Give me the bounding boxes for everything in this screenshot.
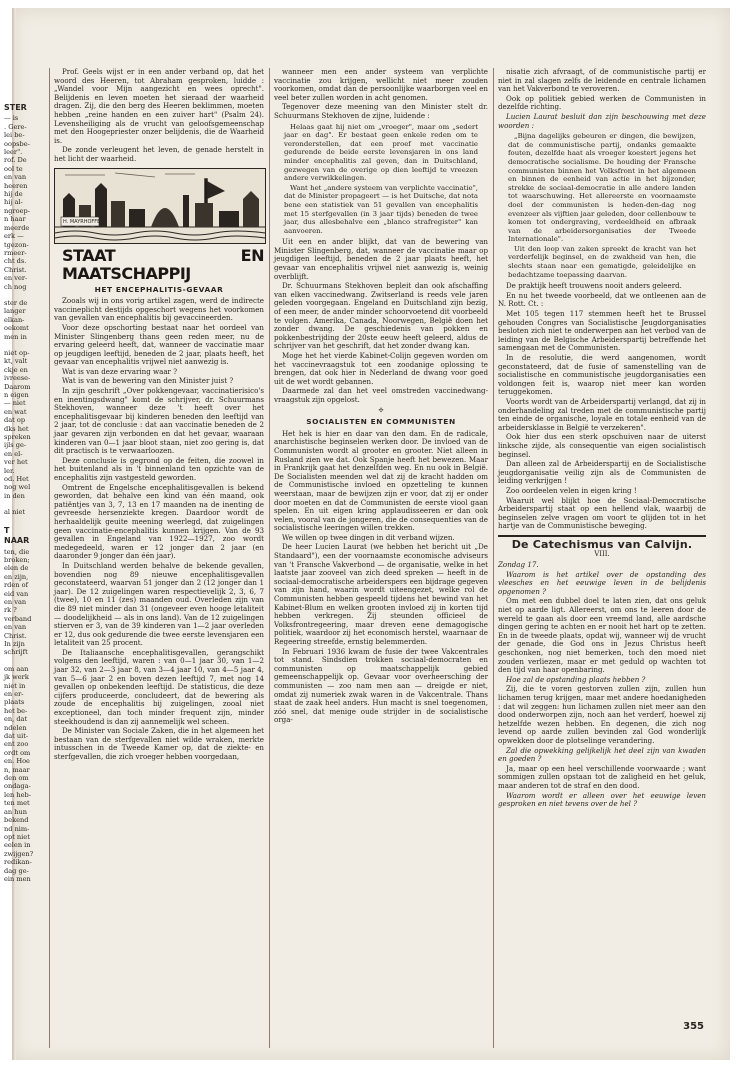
paragraph: Uit een en ander blijkt, dat van de bewering van Minister Slingenberg, dat, wanneer de vaccinatie maar op jeugdigen leeftijd, beneden de 2 jaar plaats heeft, het gevaar van encephalitis vrijwel niet aanwezig is, weinig overblijft.: [274, 237, 488, 281]
fragment-heading: STER: [4, 103, 27, 112]
paragraph: wanneer men een ander systeem van verplichte vaccinatie zou krijgen, wellicht niet meer zouden voorkomen, omdat dan de persoonlijke waarborgen veel en veel beter zullen worden in acht genomen.: [274, 67, 488, 102]
paragraph: De Minister van Sociale Zaken, die in het algemeen het bestaan van de sterfgevallen niet wilde wraken, merkte intusschen in de Tweede Kamer op, dat de ziekte- en sterfgevallen, die zich vroeger hebben voorgedaan,: [54, 726, 264, 761]
catechism-answer: Zij, die te voren gestorven zullen zijn, zullen hun lichamen terug krijgen, maar met andere hoedanigheden : dat wil zeggen: hun lichamen zullen niet meer aan den dood onderworpen zijn, noch aan het verderf, hoewel zij hetzelfde wezen hebben. En degenen, die zich nog levend op aarde zullen bevinden zal God wonderlijk opwekken door de plotselinge verandering.: [498, 684, 706, 745]
article-subtitle: HET ENCEPHALITIS-GEVAAR: [94, 284, 224, 294]
fragment-line: ndelen: [4, 723, 27, 732]
column-divider: [269, 68, 270, 1048]
fragment-line: ondaga-: [4, 782, 31, 791]
fragment-line: — is: [4, 114, 19, 123]
catechism-question: Zal die opwekking gelijkelijk het deel zijn van kwaden en goeden ?: [498, 745, 706, 764]
column-2: [274, 68, 488, 726]
catechism-answer: Om met een dubbel doel te laten zien, dat ons geluk niet op aarde ligt. Allereerst, om ons te leeren door de wereld te gaan als door een vreemd land, alle aardsche dingen gering te achten en er nooit het hart op te zetten. En in de tweede plaats, opdat wij, wanneer wij de vrucht der genade, die God ons in Jezus Christus heeft geschonken, nog niet bemerken, toch den moed niet zouden verliezen, maar er met geduld op wachten tot den tijd van haar openbaring.: [498, 596, 706, 675]
paragraph: Prof. Geels wijst er in een ander verband op, dat het woord des Heeren, tot Abraham gesproken, luidde : „Wandel voor Mijn aangezicht en wees oprecht". Belijdenis en leven moeten het sieraad der waarheid dragen. Zij, die den berg des Heeren beklimmen, moeten hebben „reine handen en een zuiver hart" (Psalm 24). Levensheiliging als de vrucht van geloofsgemeenschap met den Hoogepriester onzer belijdenis, die de Waarheid is.: [54, 67, 264, 145]
fragment-line: oopsbe-: [4, 139, 30, 148]
fragment-line: niet op-: [4, 348, 30, 357]
fragment-line: ool te: [4, 164, 23, 173]
paragraph: Moge het het vierde Kabinet-Colijn gegeven worden om het vaccinevraagstuk tot een zoodanige oplossing te brengen, dat ook hier in Nederland de dwang voor goed uit de wet wordt gebannen.: [274, 351, 488, 386]
fragment-line: nd nim-: [4, 824, 30, 833]
fragment-line: en. Hoe: [4, 757, 30, 766]
fragment-line: in den: [4, 491, 25, 500]
fragment-line: hij al-: [4, 198, 23, 207]
paragraph: Ook op politiek gebied werken de Communisten in dezelfde richting.: [498, 93, 706, 112]
quote-paragraph: Want het „andere systeem van verplichte vaccinatie", dat de Minister propageert — is het Duitsche, dat nota bene een statistiek van 51 gevallen van encephalitis met 15 sterfgevallen (in 3 jaar tijds) beneden de twee jaar, dus allesbehalve een „blanco strafregister" kan aanvoeren.: [284, 183, 478, 235]
fragment-line: verband: [4, 614, 32, 623]
fragment-line: schrijft: [4, 648, 28, 657]
fragment-line: en van: [4, 597, 27, 606]
paragraph: Met 105 tegen 117 stemmen heeft het te Brussel gehouden Congres van Socialistische Jeugdorganisaties besloten zich niet te onderwerpen aan het verbod van de leiding van de Belgische Arbeiderspartij betreffende het samengaan met de Communisten.: [498, 309, 706, 353]
fragment-line: broken;: [4, 555, 30, 564]
paragraph: Omtrent de Engelsche encephalitisgevallen is bekend geworden, dat behalve een kind van één maand, ook patiëntjes van 3, 7, 13 en 17 maanden na de inenting de gevreesde hersenziekte kregen. Daardoor wordt de herhaaldelijk geuite meening weerlegd, dat zuigelingen geen vaccinatie-encephalitis kunnen krijgen. Van de 93 gevallen in Engeland van 1922—1927, zoo wordt medegedeeld, waren er 12 jonger dan 2 jaar (en daaronder 9 jonger dan één jaar).: [54, 482, 264, 561]
fragment-line: rmeer-: [4, 248, 27, 257]
paragraph: Dr. Schuurmans Stekhoven bepleit dan ook afschaffing van elken vaccinedwang. Zwitserland is reeds vele jaren geleden voorgegaan. Engeland en Duitschland zijn bezig, of een meer, de ander minder schoorvoetend dit voorbeeld te volgen. Amerika, Canada, Noorwegen, België doen het zonder dwang. De geschiedenis van pokken en pokkenbestrijding der 20ste eeuw heeft geleerd, aldus de schrijver van het geschrift, dat het zonder dwang kan.: [274, 281, 488, 351]
fragment-line: eelen in: [4, 841, 31, 850]
fragment-line: [4, 500, 46, 508]
fragment-line: plaats: [4, 698, 25, 707]
catechism-answer: Ja, maar op een heel verschillende voorwaarde ; want sommigen zullen opstaan tot de zaligheid en het geluk, maar anderen tot de straf en den dood.: [498, 763, 706, 790]
fragment-line: ver het: [4, 458, 28, 467]
fragment-line: cht ds.: [4, 257, 27, 266]
fragment-line: opt niet: [4, 832, 30, 841]
column-divider: [493, 68, 494, 1048]
paragraph: nisatie zich afvraagt, of de communistische partij er niet in zal slagen zelfs de leidende en centrale lichamen van het Vakverbond te veroveren.: [498, 67, 706, 94]
intro-text: [54, 68, 264, 164]
fragment-line: rk ?: [4, 606, 17, 615]
fragment-line: [4, 517, 46, 525]
fragment-line: [4, 341, 46, 349]
fragment-line: tgezon-: [4, 240, 29, 249]
fragment-line: ster de: [4, 298, 28, 307]
fragment-line: jk werk: [4, 673, 29, 682]
paragraph: Zooals wij in ons vorig artikel zagen, werd de indirecte vaccineplicht destijds opgeschort wegens het voorkomen van gevallen van encephalitis bij gevaccineerden.: [54, 296, 264, 323]
catechism-part: VIII.: [594, 550, 610, 559]
paragraph: In Duitschland werden behalve de bekende gevallen, bovendien nog 89 nieuwe encephalitisgevallen geconstateerd, waarvan 51 jonger dan 2 (12 jonger dan 1 jaar). De 12 zuigelingen waren respectievelijk 2, 3, 6, 7 (twee), 10 en 11 (zes) maanden oud. Overleden zijn van die 89 niet minder dan 31 (ongeveer even hooge letaliteit — doodelijkheid — als in ons land). Van de 12 zuigelingen stierven er 3, van de 39 kinderen van 1—2 jaar overleden er 12, dus ook gedurende die twee eerste levensjaren een letaliteit van 25 procent.: [54, 560, 264, 648]
fragment-line: meerde: [4, 223, 30, 232]
fragment-line: elen de: [4, 564, 29, 573]
block-quote: [508, 132, 696, 279]
fragment-line: elkan-: [4, 315, 25, 324]
fragment-line: [4, 657, 46, 665]
column-3: [498, 68, 706, 810]
fragment-heading: T: [4, 525, 10, 535]
paragraph: De zonde verleugent het leven, de genade herstelt in het licht der waarheid.: [54, 145, 264, 163]
fragment-line: ler.: [4, 466, 15, 475]
fragment-line: lei be-: [4, 131, 25, 140]
fragment-line: eid van: [4, 589, 29, 598]
fragment-line: ch nog: [4, 282, 27, 291]
fragment-line: ngroep-: [4, 206, 30, 215]
separator-ornament: ✣: [378, 406, 384, 414]
fragment-line: hij de: [4, 190, 23, 199]
paragraph: Deze conclusie is gegrond op de feiten, die zoowel in het buitenland als in 't binnenland ten opzichte van de encephalitis zijn vastgesteld geworden.: [54, 455, 264, 482]
fragment-line: het be-: [4, 706, 28, 715]
fragment-line: bekend: [4, 816, 29, 825]
fragment-heading: NAAR: [4, 536, 30, 546]
column-1: [54, 68, 264, 763]
fragment-line: erk —: [4, 232, 24, 241]
catechism-question: Waarom is het artikel over de opstanding des vleesches en het eeuwige leven in de belijdenis opgenomen ?: [498, 569, 706, 596]
fragment-line: dat uit-: [4, 732, 29, 741]
fragment-line: en ver-: [4, 274, 28, 283]
fragment-line: ckje en: [4, 365, 28, 374]
article-body: [54, 297, 264, 761]
paragraph: Wat is van deze ervaring waar ?: [62, 366, 177, 376]
paragraph: Waaruit wel blijkt hoe de Sociaal-Democratische Arbeiderspartij staat op een hellend vlak, waarbij de beginselen zelve vragen om voort te glijden tot in het hartje van de Communistische beweging.: [498, 495, 706, 531]
left-column-fragment: [4, 102, 46, 883]
paragraph: Voorts wordt van de Arbeiderspartij verlangd, dat zij in onderhandeling zal treden met de communistische partij ten einde de organische, loyale en totale eenheid van de arbeidersklasse in België te verzekeren".: [498, 396, 706, 432]
paragraph: De heer Lucien Laurat (we hebben het bericht uit „De Standaard"), een der voornaamste economische adviseurs van 't Fransche Vakverbond — de organisatie, welke in het laatste jaar zooveel van zich deed spreken — heeft in de sociaal-democratische arbeiderspers een bijdrage gegeven van zijn hand, waarin wordt uiteengezet, welke rol de Communisten hebben gespeeld tijdens het bewind van het Kabinet-Blum en welken grooten invloed zij in korten tijd hebben verkregen. Zij steunden officieel de Volksfrontregeering, maar dreven eene demagogische politiek, waardoor zij het economisch herstel, waarnaar de Regeering streefde, ernstig belemmerden.: [274, 542, 488, 646]
fragment-line: langer: [4, 307, 26, 316]
page-number: 355: [683, 1021, 704, 1032]
fragment-line: en wat: [4, 407, 27, 416]
fragment-line: en zijn,: [4, 572, 29, 581]
fragment-line: en van: [4, 623, 27, 632]
magazine-page: [4, 8, 730, 1060]
fragment-line: — niet: [4, 399, 26, 408]
fragment-line: om aan: [4, 664, 29, 673]
block-quote: [284, 123, 478, 236]
fragment-line: spreken: [4, 433, 31, 442]
fragment-line: men in: [4, 332, 27, 341]
fragment-line: leer".: [4, 148, 23, 157]
fragment-line: Christ.: [4, 631, 27, 640]
fragment-line: nog wel: [4, 483, 31, 492]
paragraph: Zoo oordeelen velen in eigen kring !: [506, 485, 637, 495]
fragment-line: kt, valt: [4, 357, 28, 366]
fragment-line: Christ.: [4, 265, 27, 274]
paragraph: In Februari 1936 kwam de fusie der twee Vakcentrales tot stand. Sindsdien trokken sociaal-democraten en communisten op maatschappelijk gebied gemeenschappelijk op. Gevaar voor overheersching der communisten — zoo nam men aan — dreigde er niet, omdat zij numeriek zwak waren in de Vakcentrale. Thans staat de zaak heel anders. Hun macht is snel toegenomen, zóó snel, dat menige oude strijder in de socialistische orga-: [274, 646, 488, 725]
fragment-line: an hun: [4, 807, 28, 816]
fragment-line: rof. De: [4, 156, 27, 165]
fragment-line: oekomt: [4, 324, 29, 333]
paragraph: Tegenover deze meening van den Minister stelt dr. Schuurmans Stekhoven de zijne, luidende :: [274, 102, 488, 120]
paragraph: Wat is van de bewering van den Minister juist ?: [62, 376, 234, 386]
fragment-line: len heb-: [4, 790, 31, 799]
quote-paragraph: „Bijna dagelijks gebeuren er dingen, die bewijzen, dat de communistische partij, ondanks gemaakte fouten, dezelfde haat als vroeger koestert jegens het democratische socialisme. De houding der Fransche communisten binnen het Volksfront in het algemeen en binnen de eenheid van actie in het bijzonder, strekke de sociaal-democratie in alle andere landen tot waarschuwing. Het allereerste en voornaamste doel der communisten is heden-den-dag nog evenzeer als vijftien jaar geleden, door cellenbouw te komen tot ondergraving, verdeeldheid en afbraak van de arbeidersorganisaties der Tweede Internationale".: [508, 132, 696, 244]
paragraph: We willen op twee dingen in dit verband wijzen.: [282, 532, 455, 542]
paragraph: Ook hier dus een sterk opschuiven naar de uiterst linksche zijde, als consequentie van eigen socialistisch beginsel.: [498, 432, 706, 459]
fragment-line: od. Het: [4, 475, 29, 484]
fragment-line: n, maar: [4, 765, 30, 774]
paragraph: Dan alleen zal de Arbeiderspartij en de Socialistische jeugdorganisatie veilig zijn als de Communisten de leiding verkrijgen !: [498, 459, 706, 486]
catechism-title: De Catechismus van Calvijn.: [498, 535, 706, 550]
fragment-line: en, dat: [4, 715, 28, 724]
quote-paragraph: Helaas gaat hij niet om „vroeger", maar om „sedert jaar en dag". Er bestaat geen enkele reden om te veronderstellen, dat een proef met vaccinatie gedurende de beide eerste levensjaren in ons land minder encephalitis zal geven, dan in Duitschland, gezwegen van de overige op dien leeftijd te vreezen andere verwikkelingen.: [284, 122, 478, 183]
article-subtitle-2: SOCIALISTEN EN COMMUNISTEN: [306, 417, 456, 427]
catechism-day: Zondag 17.: [498, 560, 539, 570]
fragment-line: ivreese-: [4, 374, 31, 383]
paragraph: In zijn geschrift „Over pokkengevaar, vaccinatierisico's en inentingsdwang" komt de schrijver, dr. Schuurmans Stekhoven, wanneer deze 't heeft over het encephalitisgevaar bij kinderen beneden den leeftijd van 2 jaar, tot de conclusie : dat aan vaccinatie beneden de 2 jaar gevaren zijn verbonden en dat het gevaar, waaraan kinderen van 0—1 jaar bloot staan, niet zoo gering is, dat dit practisch is te verwaarloozen.: [54, 386, 264, 456]
fragment-line: ein men: [4, 874, 31, 883]
quote-paragraph: Uit den loop van zaken spreekt de kracht van het verderfelijk beginsel, en de zwakheid van hen, die slechts staan naar een gematigde, geleidelijke en bedachtzame toepassing daarvan.: [508, 244, 696, 279]
fragment-line: Daarom: [4, 382, 31, 391]
fragment-line: redikan-: [4, 858, 32, 867]
column-divider: [49, 68, 50, 1048]
fragment-line: dat op: [4, 416, 26, 425]
fragment-line: al niet: [4, 508, 26, 517]
paragraph: Lucien Laurat besluit dan zijn beschouwing met deze woorden :: [498, 111, 706, 130]
fragment-line: en el-: [4, 449, 23, 458]
fragment-line: ordt om: [4, 748, 31, 757]
fragment-line: rden of: [4, 581, 29, 590]
fragment-line: [4, 291, 46, 299]
fragment-line: dag ge-: [4, 866, 29, 875]
fragment-line: en er-: [4, 690, 24, 698]
catechism-question: Waarom wordt er alleen over het eeuwige leven gesproken en niet tevens over de hel ?: [498, 790, 706, 809]
paragraph: En nu het tweede voorbeeld, dat we ontleenen aan de N. Rott. Ct. :: [498, 290, 706, 309]
fragment-line: n eigen: [4, 391, 29, 399]
paragraph: De Italiaansche encephalitisgevallen, gerangschikt volgens den leeftijd, waren : van 0—1 jaar 30, van 1—2 jaar 32, van 2—3 jaar 8, van 3—4 jaar 10, van 4—5 jaar 4, van 5—6 jaar 2 en boven dezen leeftijd 7, met nog 14 gevallen op onbekenden leeftijd. De statisticus, die deze cijfers produceerde, concludeert, dat de bewering als zoude de encephalitis bij zuigelingen, zooal niet exceptioneel, dan toch minder frequent zijn, minder steekhoudend is dan zij aannemelijk wel scheen.: [54, 647, 264, 726]
section-title: STAAT EN MAATSCHAPPIJ: [62, 245, 264, 283]
banner-signature: H. MAYRHOFFER: [63, 218, 104, 225]
catechism-question: Hoe zal de opstanding plaats hebben ?: [506, 674, 646, 684]
fragment-line: ten met: [4, 799, 30, 808]
section-banner-illustration: [54, 168, 266, 244]
paragraph: Voor deze opschorting bestaat naar het oordeel van Minister Slingenberg thans geen reden meer, nu de ervaring geleerd heeft, dat, wanneer de vaccinatie maar op jeugdigen leeftijd, beneden de 2 jaar, plaats heeft, het gevaar van encephalitis vrijwel niet aanwezig is.: [54, 322, 264, 367]
fragment-line: n haar: [4, 215, 26, 224]
fragment-line: ten, die: [4, 547, 30, 556]
fragment-line: ijls ge-: [4, 441, 27, 450]
fragment-line: ent zoo: [4, 740, 29, 749]
fragment-line: In zijn: [4, 639, 25, 648]
banner-drawing: [55, 169, 265, 243]
paragraph: Daarmede zal dan het veel omstreden vaccinedwang-vraagstuk zijn opgelost.: [274, 386, 488, 404]
fragment-line: zwijgen?: [4, 849, 34, 858]
fragment-line: heeren: [4, 181, 28, 190]
paragraph: De praktijk heeft trouwens nooit anders geleerd.: [506, 281, 682, 291]
fragment-line: dks het: [4, 424, 29, 433]
fragment-line: den om: [4, 774, 29, 783]
paragraph: Het hek is hier en daar van den dam. En de radicale, anarchistische beginselen werken door. De invloed van de Communisten wordt al grooter en grooter. Niet alleen in Rusland zien we dat. Ook Spanje heeft het bewezen. Maar in Frankrijk gaat het denzelfden weg. En nu ook in België. De Socialisten meenden wel dat zij de kracht hadden om de Communistische invloed en opzetteling te kunnen weerstaan, maar de bewijzen zijn er voor, dat zij er onder door moeten en dat de Communisten de eerste viool gaan spelen. En uit eigen kring applaudisseeren er dan ook velen, vooral van de jongeren, die de consequenties van de socialistische leeringen willen trekken.: [274, 428, 488, 533]
fragment-line: . Gere-: [4, 122, 27, 131]
paragraph: In de resolutie, die werd aangenomen, wordt geconstateerd, dat de fusie of samenstelling van de socialistische en communistische jeugdorganisaties een voldongen feit is, waarop niet meer kan worden teruggekomen.: [498, 353, 706, 397]
fragment-line: niet in: [4, 681, 26, 690]
fragment-line: en van: [4, 173, 27, 182]
